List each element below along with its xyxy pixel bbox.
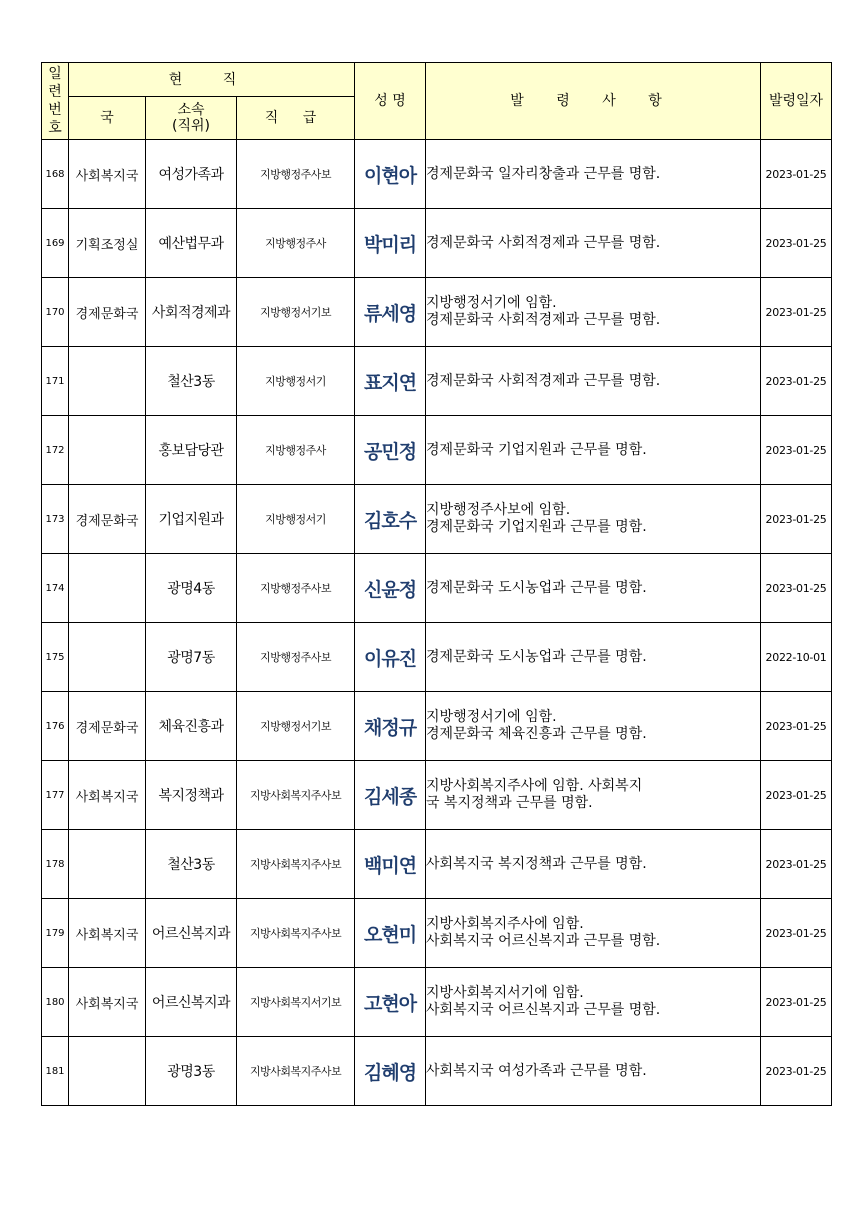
appointment-matter-cell (426, 209, 761, 278)
name-cell: 김혜영 (355, 1037, 426, 1106)
grade-cell: 지방행정주사 (237, 209, 355, 278)
serial-number-cell: 175 (42, 623, 69, 692)
department-cell: 광명4동 (146, 554, 237, 623)
bureau-cell: 기획조정실 (69, 209, 146, 278)
grade-cell: 지방행정주사보 (237, 623, 355, 692)
name-cell: 이현아 (355, 140, 426, 209)
appointment-matter-cell (426, 623, 761, 692)
serial-number-cell: 170 (42, 278, 69, 347)
department-cell: 사회적경제과 (146, 278, 237, 347)
grade-header: 직 급 (237, 97, 355, 140)
appointment-date-cell: 2023-01-25 (761, 761, 832, 830)
name-header: 성 명 (355, 63, 426, 140)
name-cell: 백미연 (355, 830, 426, 899)
appointment-date-cell: 2023-01-25 (761, 968, 832, 1037)
grade-cell: 지방사회복지서기보 (237, 968, 355, 1037)
bureau-header: 국 (69, 97, 146, 140)
appointment-matter-line: 지방행정주사보에 임함. (426, 502, 571, 518)
appointment-date-cell: 2023-01-25 (761, 692, 832, 761)
serial-number-cell: 174 (42, 554, 69, 623)
appointment-matter-line: 경제문화국 일자리창출과 근무를 명함. (426, 165, 661, 182)
department-header-line2: (직위) (172, 118, 210, 134)
appointment-matter-cell (426, 761, 761, 830)
grade-cell: 지방행정주사보 (237, 554, 355, 623)
appointment-matter-line: 지방사회복지서기에 임함. (426, 985, 584, 1001)
serial-number-cell: 180 (42, 968, 69, 1037)
department-header (146, 97, 237, 140)
department-cell: 광명3동 (146, 1037, 237, 1106)
name-cell: 고현아 (355, 968, 426, 1037)
table-row (42, 899, 832, 968)
bureau-cell (69, 416, 146, 485)
appointment-date-cell: 2023-01-25 (761, 899, 832, 968)
table-row (42, 830, 832, 899)
bureau-cell: 사회복지국 (69, 899, 146, 968)
grade-cell: 지방행정주사보 (237, 140, 355, 209)
bureau-cell: 경제문화국 (69, 692, 146, 761)
appointment-date-cell: 2023-01-25 (761, 140, 832, 209)
appointment-matter-line: 사회복지국 여성가족과 근무를 명함. (426, 1062, 647, 1079)
department-header-line1: 소속 (177, 102, 205, 118)
grade-cell: 지방사회복지주사보 (237, 761, 355, 830)
appointment-date-header: 발령일자 (761, 63, 832, 140)
serial-number-cell: 178 (42, 830, 69, 899)
department-cell: 철산3동 (146, 347, 237, 416)
serial-number-cell: 179 (42, 899, 69, 968)
bureau-cell: 사회복지국 (69, 140, 146, 209)
appointment-matter-cell (426, 899, 761, 968)
table-row (42, 623, 832, 692)
department-cell: 기업지원과 (146, 485, 237, 554)
appointment-matter-cell (426, 278, 761, 347)
appointment-matter-line: 지방행정서기에 임함. (426, 295, 557, 311)
table-row (42, 278, 832, 347)
appointment-matter-line: 경제문화국 사회적경제과 근무를 명함. (426, 312, 661, 328)
department-cell: 광명7동 (146, 623, 237, 692)
grade-cell: 지방사회복지주사보 (237, 899, 355, 968)
appointment-matter-line: 국 복지정책과 근무를 명함. (426, 795, 593, 811)
appointment-matter-line: 지방행정서기에 임함. (426, 709, 557, 725)
table-row (42, 416, 832, 485)
grade-cell: 지방행정서기 (237, 485, 355, 554)
appointment-date-cell: 2023-01-25 (761, 485, 832, 554)
appointment-date-cell: 2023-01-25 (761, 830, 832, 899)
table-row (42, 692, 832, 761)
table-row (42, 140, 832, 209)
appointment-date-cell: 2023-01-25 (761, 1037, 832, 1106)
appointment-matter-line: 경제문화국 도시농업과 근무를 명함. (426, 648, 647, 665)
table-row (42, 1037, 832, 1106)
grade-cell: 지방행정서기보 (237, 692, 355, 761)
serial-number-cell: 173 (42, 485, 69, 554)
name-cell: 채정규 (355, 692, 426, 761)
department-cell: 철산3동 (146, 830, 237, 899)
bureau-cell: 경제문화국 (69, 485, 146, 554)
current-post-header: 현 직 (69, 63, 355, 97)
bureau-cell (69, 347, 146, 416)
table-row (42, 209, 832, 278)
appointment-matter-line: 지방사회복지주사에 임함. 사회복지 (426, 778, 643, 794)
personnel-appointment-table (41, 62, 832, 1106)
table-row (42, 761, 832, 830)
grade-cell: 지방사회복지주사보 (237, 1037, 355, 1106)
grade-cell: 지방행정서기 (237, 347, 355, 416)
appointment-matter-cell (426, 968, 761, 1037)
bureau-cell (69, 1037, 146, 1106)
grade-cell: 지방행정서기보 (237, 278, 355, 347)
bureau-cell: 사회복지국 (69, 761, 146, 830)
appointment-matter-cell (426, 485, 761, 554)
table-row (42, 485, 832, 554)
name-cell: 오현미 (355, 899, 426, 968)
serial-number-header: 일련번호 (42, 63, 69, 140)
name-cell: 공민정 (355, 416, 426, 485)
appointment-matter-line: 사회복지국 어르신복지과 근무를 명함. (426, 1002, 661, 1018)
appointment-date-cell: 2023-01-25 (761, 209, 832, 278)
appointment-matter-line: 경제문화국 사회적경제과 근무를 명함. (426, 234, 661, 251)
department-cell: 체육진흥과 (146, 692, 237, 761)
name-cell: 표지연 (355, 347, 426, 416)
department-cell: 어르신복지과 (146, 899, 237, 968)
appointment-matters-header: 발 령 사 항 (426, 63, 761, 140)
appointment-date-cell: 2023-01-25 (761, 347, 832, 416)
appointment-matter-line: 경제문화국 체육진흥과 근무를 명함. (426, 726, 647, 742)
department-cell: 어르신복지과 (146, 968, 237, 1037)
appointment-matter-cell (426, 347, 761, 416)
appointment-matter-cell (426, 416, 761, 485)
serial-number-cell: 169 (42, 209, 69, 278)
appointment-matter-cell (426, 140, 761, 209)
appointment-date-cell: 2023-01-25 (761, 554, 832, 623)
appointment-matter-line: 사회복지국 복지정책과 근무를 명함. (426, 855, 647, 872)
appointment-matter-line: 경제문화국 기업지원과 근무를 명함. (426, 519, 647, 535)
name-cell: 김호수 (355, 485, 426, 554)
serial-number-cell: 172 (42, 416, 69, 485)
name-cell: 신윤정 (355, 554, 426, 623)
department-cell: 예산법무과 (146, 209, 237, 278)
name-cell: 박미리 (355, 209, 426, 278)
name-cell: 류세영 (355, 278, 426, 347)
appointment-matter-cell (426, 554, 761, 623)
department-cell: 여성가족과 (146, 140, 237, 209)
serial-number-cell: 176 (42, 692, 69, 761)
appointment-matter-line: 경제문화국 도시농업과 근무를 명함. (426, 579, 647, 596)
department-cell: 복지정책과 (146, 761, 237, 830)
appointment-matter-cell (426, 830, 761, 899)
table-row (42, 968, 832, 1037)
bureau-cell: 사회복지국 (69, 968, 146, 1037)
appointment-matter-line: 지방사회복지주사에 임함. (426, 916, 584, 932)
table-row (42, 347, 832, 416)
bureau-cell (69, 830, 146, 899)
serial-number-cell: 171 (42, 347, 69, 416)
appointment-date-cell: 2022-10-01 (761, 623, 832, 692)
name-cell: 이유진 (355, 623, 426, 692)
appointment-matter-line: 경제문화국 사회적경제과 근무를 명함. (426, 372, 661, 389)
appointment-matter-cell (426, 692, 761, 761)
department-cell: 홍보담당관 (146, 416, 237, 485)
grade-cell: 지방사회복지주사보 (237, 830, 355, 899)
bureau-cell (69, 623, 146, 692)
appointment-matter-cell (426, 1037, 761, 1106)
name-cell: 김세종 (355, 761, 426, 830)
appointment-date-cell: 2023-01-25 (761, 416, 832, 485)
appointment-matter-line: 사회복지국 어르신복지과 근무를 명함. (426, 933, 661, 949)
serial-number-cell: 177 (42, 761, 69, 830)
grade-cell: 지방행정주사 (237, 416, 355, 485)
table-row (42, 554, 832, 623)
bureau-cell (69, 554, 146, 623)
appointment-matter-line: 경제문화국 기업지원과 근무를 명함. (426, 441, 647, 458)
bureau-cell: 경제문화국 (69, 278, 146, 347)
serial-number-cell: 181 (42, 1037, 69, 1106)
serial-number-cell: 168 (42, 140, 69, 209)
appointment-date-cell: 2023-01-25 (761, 278, 832, 347)
